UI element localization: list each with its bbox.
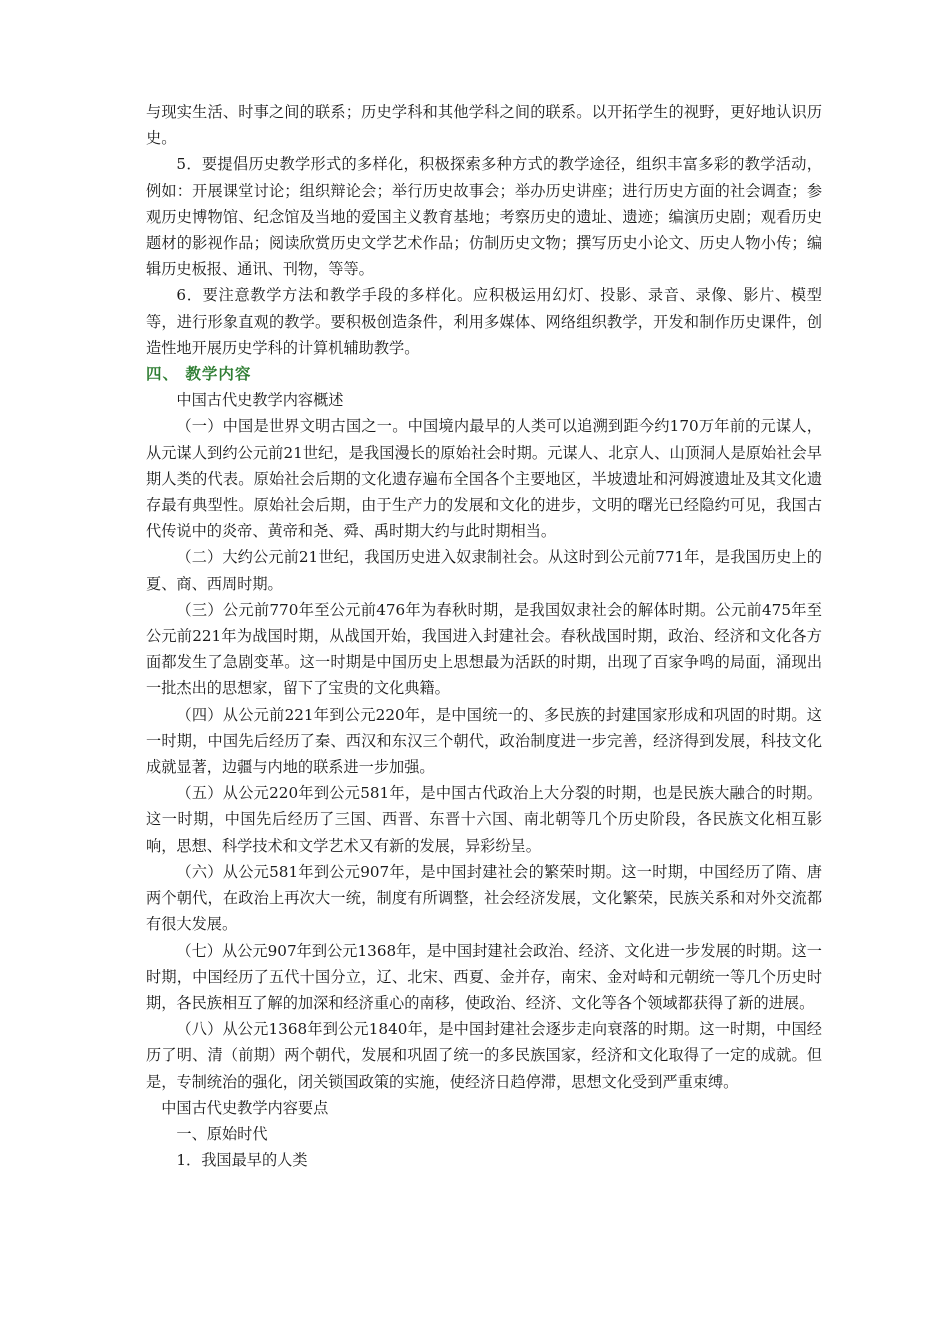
overview-title: 中国古代史教学内容概述	[176, 391, 344, 410]
points-subheading: 一、原始时代	[176, 1124, 268, 1143]
points-item-1: 1．我国最早的人类	[176, 1151, 308, 1170]
overview-item-5: （五）从公元220年到公元581年，是中国古代政治上大分裂的时期，也是民族大融合的时期。这一时期，中国先后经历了三国、西晋、东晋十六国、南北朝等几个历史阶段，各民族文化相互影响，思想、科学技术和文学艺术又有新的发展，异彩纷呈。	[146, 784, 822, 855]
overview-item-6: （六）从公元581年到公元907年，是中国封建社会的繁荣时期。这一时期，中国经历了隋、唐两个朝代，在政治上再次大一统，制度有所调整，社会经济发展，文化繁荣，民族关系和对外交流都有很大发展。	[146, 862, 822, 934]
overview-item-4: （四）从公元前221年到公元220年，是中国统一的、多民族的封建国家形成和巩固的时期。这一时期，中国先后经历了秦、西汉和东汉三个朝代，政治制度进一步完善，经济得到发展，科技文化成就显著，边疆与内地的联系进一步加强。	[146, 705, 822, 777]
overview-item-2: （二）大约公元前21世纪，我国历史进入奴隶制社会。从这时到公元前771年，是我国历史上的夏、商、西周时期。	[146, 548, 822, 593]
overview-item-7: （七）从公元907年到公元1368年，是中国封建社会政治、经济、文化进一步发展的时期。这一时期，中国经历了五代十国分立，辽、北宋、西夏、金并存，南宋、金对峙和元朝统一等几个历史时期，各民族相互了解的加深和经济重心的南移，使政治、经济、文化等各个领域都获得了新的进展。	[146, 941, 822, 1012]
overview-item-3: （三）公元前770年至公元前476年为春秋时期，是我国奴隶社会的解体时期。公元前475年至公元前221年为战国时期，从战国开始，我国进入封建社会。春秋战国时期，政治、经济和文化各方面都发生了急剧变革。这一时期是中国历史上思想最为活跃的时期，出现了百家争鸣的局面，涌现出一批杰出的思想家，留下了宝贵的文化典籍。	[146, 600, 822, 698]
document-page	[146, 99, 822, 1173]
paragraph-item-5: 5．要提倡历史教学形式的多样化，积极探索多种方式的教学途径，组织丰富多彩的教学活动，例如：开展课堂讨论；组织辩论会；举行历史故事会；举办历史讲座；进行历史方面的社会调查；参观历史博物馆、纪念馆及当地的爱国主义教育基地；考察历史的遗址、遗迹；编演历史剧；观看历史题材的影视作品；阅读欣赏历史文学艺术作品；仿制历史文物；撰写历史小论文、历史人物小传；编辑历史板报、通讯、刊物，等等。	[146, 155, 822, 279]
overview-item-8: （八）从公元1368年到公元1840年，是中国封建社会逐步走向衰落的时期。这一时期，中国经历了明、清（前期）两个朝代，发展和巩固了统一的多民族国家，经济和文化取得了一定的成就。但是，专制统治的强化，闭关锁国政策的实施，使经济日趋停滞，思想文化受到严重束缚。	[146, 1020, 822, 1091]
points-title: 中国古代史教学内容要点	[161, 1098, 329, 1117]
paragraph-continuation: 与现实生活、时事之间的联系；历史学科和其他学科之间的联系。以开拓学生的视野，更好地认识历史。	[146, 103, 822, 148]
paragraph-item-6: 6．要注意教学方法和教学手段的多样化。应积极运用幻灯、投影、录音、录像、影片、模型等，进行形象直观的教学。要积极创造条件，利用多媒体、网络组织教学，开发和制作历史课件，创造性地开展历史学科的计算机辅助教学。	[146, 286, 822, 357]
overview-item-1: （一）中国是世界文明古国之一。中国境内最早的人类可以追溯到距今约170万年前的元谋人，从元谋人到约公元前21世纪，是我国漫长的原始社会时期。元谋人、北京人、山顶洞人是原始社会早期人类的代表。原始社会后期的文化遗存遍布全国各个主要地区，半坡遗址和河姆渡遗址及其文化遗存最有典型性。原始社会后期，由于生产力的发展和文化的进步，文明的曙光已经隐约可见，我国古代传说中的炎帝、黄帝和尧、舜、禹时期大约与此时期相当。	[146, 417, 822, 541]
section-heading: 四、 教学内容	[146, 365, 252, 384]
